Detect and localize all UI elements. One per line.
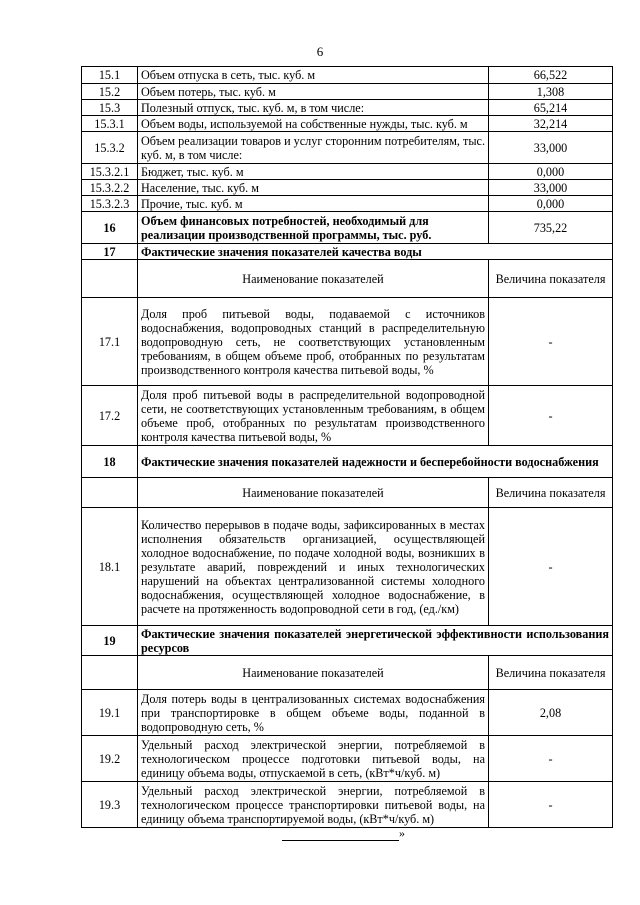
table-row xyxy=(82,782,613,828)
table-row xyxy=(82,84,613,100)
row-value: 2,08 xyxy=(489,690,613,736)
row-text: Объем реализации товаров и услуг сторонним потребителям, тыс. куб. м, в том числе: xyxy=(138,132,489,164)
header-name: Наименование показателей xyxy=(138,260,489,298)
row-value: 33,000 xyxy=(489,132,613,164)
row-value: 0,000 xyxy=(489,164,613,180)
section-number: 19 xyxy=(82,626,138,656)
section-number: 18 xyxy=(82,446,138,478)
row-number: 19.1 xyxy=(82,690,138,736)
row-number: 15.3 xyxy=(82,100,138,116)
header-value: Величина показателя xyxy=(489,260,613,298)
table-row xyxy=(82,298,613,386)
production-program-table xyxy=(81,66,613,828)
row-number: 19.3 xyxy=(82,782,138,828)
row-value: - xyxy=(489,736,613,782)
row-number: 15.3.2.1 xyxy=(82,164,138,180)
row-value: 1,308 xyxy=(489,84,613,100)
section-title-row xyxy=(82,446,613,478)
section-title: Фактические значения показателей энергетической эффективности использования ресурсов xyxy=(138,626,613,656)
row-number: 17.1 xyxy=(82,298,138,386)
table-row xyxy=(82,196,613,212)
section-title: Фактические значения показателей надежности и бесперебойности водоснабжения xyxy=(138,446,613,478)
row-value: - xyxy=(489,298,613,386)
header-name: Наименование показателей xyxy=(138,656,489,690)
section-title-row xyxy=(82,244,613,260)
underline-divider xyxy=(282,830,399,841)
table-row xyxy=(82,508,613,626)
table-row xyxy=(82,132,613,164)
table-row xyxy=(82,736,613,782)
section-title-row xyxy=(82,626,613,656)
table-row xyxy=(82,100,613,116)
row-number: 15.3.1 xyxy=(82,116,138,132)
row-number: 15.3.2.2 xyxy=(82,180,138,196)
row-text: Бюджет, тыс. куб. м xyxy=(138,164,489,180)
row-text: Доля проб питьевой воды в распределительной водопроводной сети, не соответствующих установленным требованиям, в общем объеме проб, отобранных по результатам производственного контроля качества питьевой воды, % xyxy=(138,386,489,446)
table-row xyxy=(82,386,613,446)
row-text: Доля потерь воды в централизованных системах водоснабжения при транспортировке в общем объеме воды, поданной в водопроводную сеть, % xyxy=(138,690,489,736)
page-number: 6 xyxy=(316,44,324,59)
row-number: 15.3.2.3 xyxy=(82,196,138,212)
header-value: Величина показателя xyxy=(489,478,613,508)
section-number: 17 xyxy=(82,244,138,260)
table-row xyxy=(82,116,613,132)
section-title: Фактические значения показателей качества воды xyxy=(138,244,613,260)
empty-cell xyxy=(82,260,138,298)
row-text: Объем воды, используемой на собственные нужды, тыс. куб. м xyxy=(138,116,489,132)
row-value: 65,214 xyxy=(489,100,613,116)
row-text: Удельный расход электрической энергии, потребляемой в технологическом процессе транспортировки питьевой воды, на единицу объема транспортируемой воды, (кВт*ч/куб. м) xyxy=(138,782,489,828)
header-value: Величина показателя xyxy=(489,656,613,690)
closing-quote: » xyxy=(399,826,405,840)
row-number: 19.2 xyxy=(82,736,138,782)
section-header-row xyxy=(82,260,613,298)
empty-cell xyxy=(82,478,138,508)
row-text: Количество перерывов в подаче воды, зафиксированных в местах исполнения обязательств организацией, осуществляющей холодное водоснабжение, по подаче холодной воды, возникших в результате аварий, повреждений и иных технологических нарушений на объектах централизованной системы холодного водоснабжения, осуществляющей холодное водоснабжение, в расчете на протяженность водопроводной сети в год, (ед./км) xyxy=(138,508,489,626)
table-row xyxy=(82,180,613,196)
row-value: 32,214 xyxy=(489,116,613,132)
row-value: 33,000 xyxy=(489,180,613,196)
row-number: 15.2 xyxy=(82,84,138,100)
row-value: 0,000 xyxy=(489,196,613,212)
empty-cell xyxy=(82,656,138,690)
row-text: Прочие, тыс. куб. м xyxy=(138,196,489,212)
section-header-row xyxy=(82,478,613,508)
table-row xyxy=(82,164,613,180)
row-text: Объем финансовых потребностей, необходимый для реализации производственной программы, тыс. руб. xyxy=(138,212,489,244)
row-text: Удельный расход электрической энергии, потребляемой в технологическом процессе подготовки питьевой воды, на единицу объема воды, отпускаемой в сеть, (кВт*ч/куб. м) xyxy=(138,736,489,782)
row-value: - xyxy=(489,508,613,626)
row-text: Доля проб питьевой воды, подаваемой с источников водоснабжения, водопроводных станций в распределительную водопроводную сеть, не соответствующих установленным требованиям, в общем объеме проб, отобранных по результатам производственного контроля качества питьевой воды, % xyxy=(138,298,489,386)
row-number: 17.2 xyxy=(82,386,138,446)
section-header-row xyxy=(82,656,613,690)
row-text: Полезный отпуск, тыс. куб. м, в том числе: xyxy=(138,100,489,116)
row-value: 735,22 xyxy=(489,212,613,244)
row-text: Объем отпуска в сеть, тыс. куб. м xyxy=(138,67,489,84)
row-value: - xyxy=(489,386,613,446)
table-row xyxy=(82,212,613,244)
table-row xyxy=(82,690,613,736)
row-number: 15.1 xyxy=(82,67,138,84)
row-text: Население, тыс. куб. м xyxy=(138,180,489,196)
row-value: - xyxy=(489,782,613,828)
table-row xyxy=(82,67,613,84)
row-number: 18.1 xyxy=(82,508,138,626)
row-value: 66,522 xyxy=(489,67,613,84)
row-text: Объем потерь, тыс. куб. м xyxy=(138,84,489,100)
header-name: Наименование показателей xyxy=(138,478,489,508)
row-number: 15.3.2 xyxy=(82,132,138,164)
closing-line xyxy=(282,826,405,841)
row-number: 16 xyxy=(82,212,138,244)
